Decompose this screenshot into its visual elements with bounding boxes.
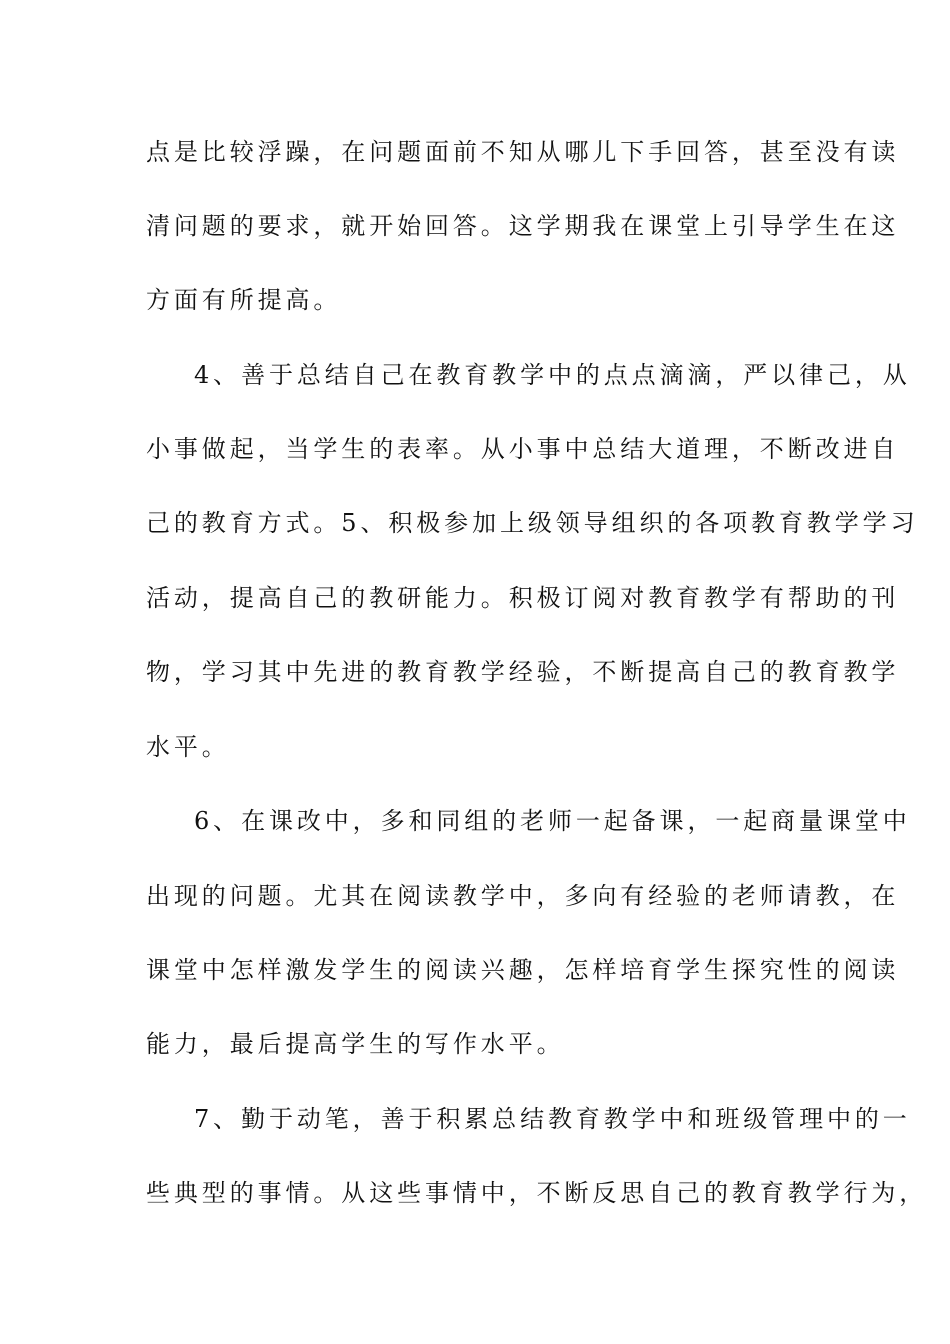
text-line-14: 7、勤于动笔，善于积累总结教育教学中和班级管理中的一 [194, 1105, 911, 1133]
text-line-4: 4、善于总结自己在教育教学中的点点滴滴，严以律己，从 [194, 361, 911, 389]
text-line-9: 水平。 [146, 733, 230, 761]
text-line-2: 清问题的要求，就开始回答。这学期我在课堂上引导学生在这 [146, 212, 900, 240]
text-line-11: 出现的问题。尤其在阅读教学中，多向有经验的老师请教，在 [146, 882, 900, 910]
text-line-3: 方面有所提高。 [146, 286, 342, 314]
text-line-8: 物，学习其中先进的教育教学经验，不断提高自己的教育教学 [146, 658, 900, 686]
text-line-1: 点是比较浮躁，在问题面前不知从哪儿下手回答，甚至没有读 [146, 138, 900, 166]
text-line-6: 己的教育方式。5、积极参加上级领导组织的各项教育教学学习 [146, 509, 919, 537]
text-line-15: 些典型的事情。从这些事情中，不断反思自己的教育教学行为， [146, 1179, 928, 1207]
text-line-10: 6、在课改中，多和同组的老师一起备课，一起商量课堂中 [194, 807, 911, 835]
text-line-5: 小事做起，当学生的表率。从小事中总结大道理，不断改进自 [146, 435, 900, 463]
text-line-7: 活动，提高自己的教研能力。积极订阅对教育教学有帮助的刊 [146, 584, 900, 612]
text-line-13: 能力，最后提高学生的写作水平。 [146, 1030, 565, 1058]
text-line-12: 课堂中怎样激发学生的阅读兴趣，怎样培育学生探究性的阅读 [146, 956, 900, 984]
